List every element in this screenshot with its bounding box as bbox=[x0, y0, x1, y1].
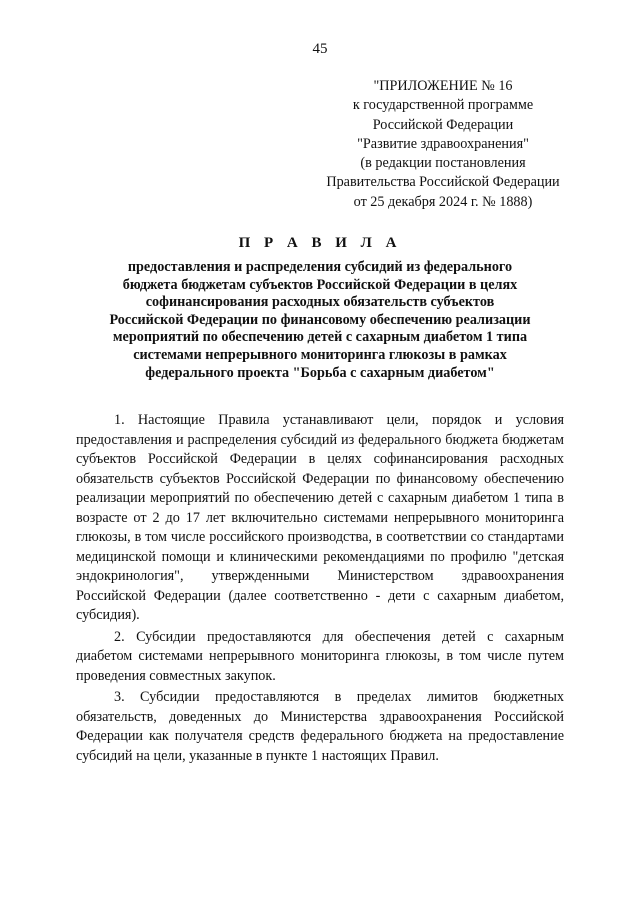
subtitle-line: Российской Федерации по финансовому обеспечению реализации bbox=[109, 311, 531, 328]
appendix-line: к государственной программе bbox=[352, 97, 534, 114]
subtitle-line: предоставления и распределения субсидий из федерального bbox=[127, 259, 513, 275]
subtitle-line: системами непрерывного мониторинга глюкозы в рамках bbox=[133, 346, 507, 363]
subtitle-line: мероприятий по обеспечению детей с сахарным диабетом 1 типа bbox=[112, 329, 528, 346]
page-number: 45 bbox=[312, 41, 328, 57]
appendix-line: "ПРИЛОЖЕНИЕ № 16 bbox=[373, 78, 513, 94]
appendix-line: (в редакции постановления bbox=[360, 155, 526, 172]
document-title: П Р А В И Л А bbox=[238, 235, 402, 251]
paragraph-3: 3. Субсидии предоставляются в пределах лимитов бюджетных обязательств, доведенных до Министерства здравоохранения Российской Федерации как получателя средств федерального бюджета на предоставление субсидий на цели, указанные в пункте 1 настоящих Правил. bbox=[76, 689, 564, 764]
paragraph-2: 2. Субсидии предоставляются для обеспечения детей с сахарным диабетом системами непрерывного мониторинга глюкозы, в том числе путем проведения совместных закупок. bbox=[76, 628, 564, 684]
paragraph-1: 1. Настоящие Правила устанавливают цели, порядок и условия предоставления и распределения субсидий из федерального бюджета бюджетам субъектов Российской Федерации в целях софинансирования расходных обязательств субъектов Российской Федерации по финансовому обеспечению реализации мероприятий по обеспечению детей с сахарным диабетом 1 типа в возрасте от 2 до 17 лет включительно системами непрерывного мониторинга глюкозы, в том числе российского производства, в соответствии со стандартами медицинской помощи и клиническими рекомендациями по профилю "детская эндокринология", утвержденными Министерством здравоохранения Российской Федерации (далее соответственно - дети с сахарным диабетом, субсидия). bbox=[76, 412, 564, 623]
appendix-line: "Развитие здравоохранения" bbox=[357, 135, 529, 152]
document-subtitle bbox=[90, 259, 550, 382]
subtitle-line: софинансирования расходных обязательств субъектов bbox=[145, 294, 495, 311]
subtitle-line: бюджета бюджетам субъектов Российской Федерации в целях bbox=[122, 276, 518, 293]
subtitle-line: федерального проекта "Борьба с сахарным диабетом" bbox=[145, 364, 495, 381]
appendix-line: Российской Федерации bbox=[372, 116, 514, 133]
appendix-header bbox=[300, 77, 586, 212]
document-body bbox=[76, 411, 564, 768]
appendix-line: Правительства Российской Федерации bbox=[326, 174, 560, 191]
appendix-line: от 25 декабря 2024 г. № 1888) bbox=[353, 193, 533, 210]
